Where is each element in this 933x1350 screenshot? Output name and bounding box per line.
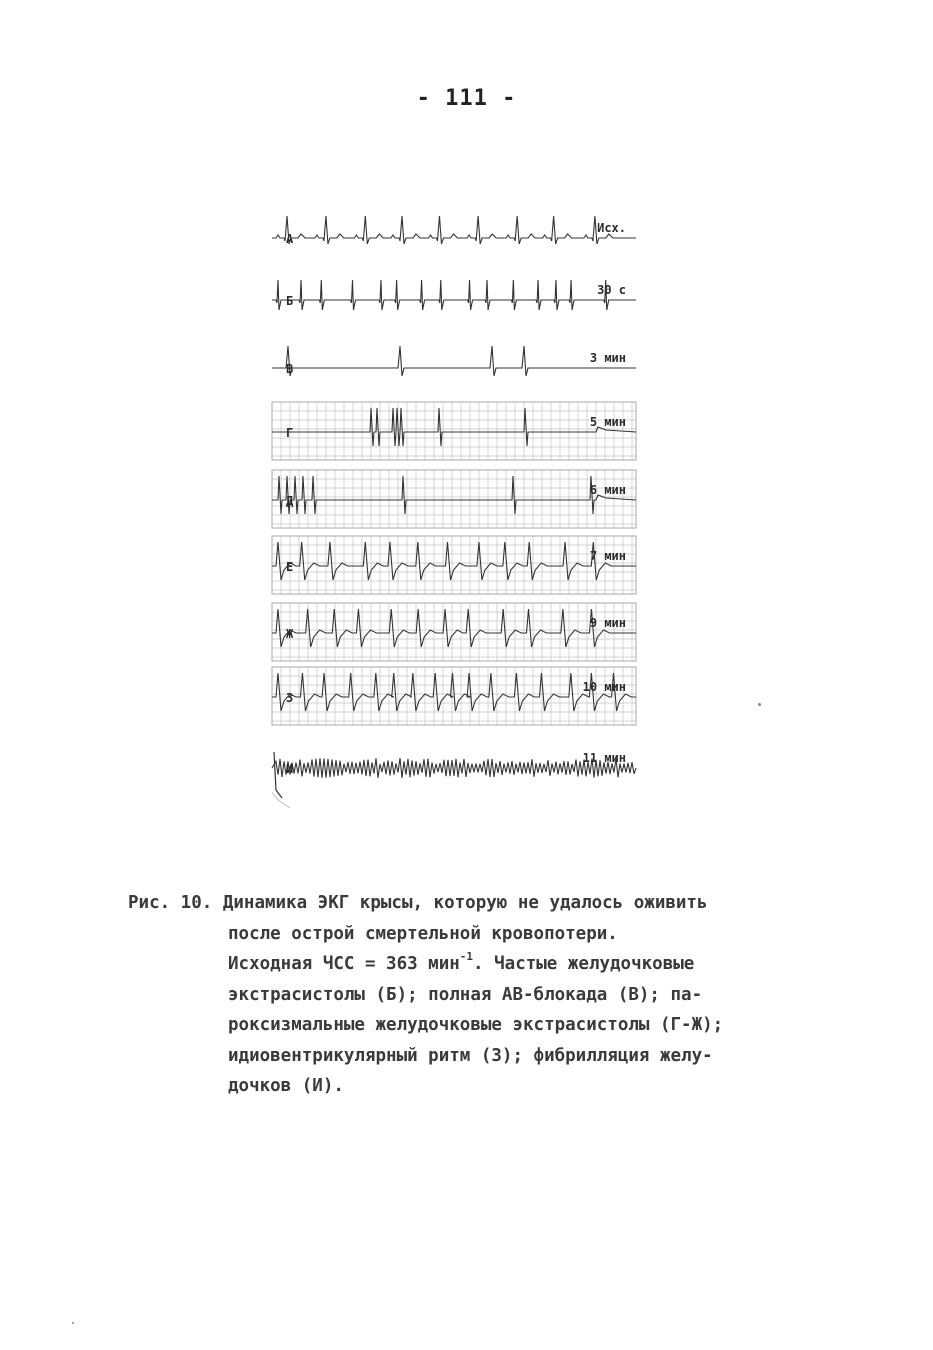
caption-line-4: экстрасистолы (Б); полная АВ-блокада (В); па- — [228, 984, 703, 1005]
strip-time-label: 11 мин — [582, 751, 626, 765]
scan-speck — [758, 703, 761, 706]
grid-paper — [272, 470, 636, 528]
ecg-strip-9 — [272, 751, 636, 798]
ecg-strip-5 — [272, 470, 636, 528]
ecg-strip-1 — [272, 216, 636, 246]
strip-time-label: 3 мин — [589, 351, 626, 365]
grid-paper — [272, 603, 636, 661]
ecg-trace — [272, 476, 636, 514]
strip-letter: З — [286, 691, 294, 705]
figure-caption — [128, 888, 808, 1102]
strip-time-label: 7 мин — [589, 549, 626, 563]
caption-line-3-rest: . Частые желудочковые — [473, 954, 695, 974]
page-number: - 111 - — [416, 86, 517, 111]
ecg-trace — [272, 609, 636, 647]
ecg-trace — [272, 408, 636, 446]
ecg-trace — [272, 346, 636, 376]
strip-letter: Б — [286, 294, 294, 308]
strip-letter: В — [286, 362, 294, 376]
strip-time-label: 30 с — [597, 283, 626, 297]
grid-paper — [272, 402, 636, 460]
strip-letter: Ж — [286, 627, 294, 641]
ecg-strip-7 — [272, 603, 636, 661]
caption-first-line: Динамика ЭКГ крысы, которую не удалось оживить — [222, 893, 708, 913]
caption-hr-text: Исходная ЧСС = 363 мин — [228, 954, 460, 974]
ecg-trace — [272, 542, 636, 580]
ecg-trace — [272, 216, 636, 244]
strip-time-label: 10 мин — [582, 680, 626, 694]
strip-letter: И — [286, 762, 294, 776]
caption-line-3 — [128, 949, 808, 980]
strip-time-label: 9 мин — [589, 616, 626, 630]
strip-letter: Г — [286, 426, 294, 440]
ecg-trace — [272, 280, 636, 310]
strip-letter: Е — [286, 560, 294, 574]
ecg-strip-6 — [272, 536, 636, 594]
caption-line-2: после острой смертельной кровопотери. — [228, 923, 618, 944]
scan-speck — [72, 1322, 74, 1324]
ecg-strip-3 — [272, 346, 636, 376]
ecg-strip-8 — [272, 667, 636, 725]
caption-line-6: идиовентрикулярный ритм (З); фибрилляция желу- — [228, 1045, 713, 1066]
caption-line-7: дочков (И). — [228, 1076, 344, 1096]
ecg-strip-4 — [272, 402, 636, 460]
ecg-strip-2 — [272, 280, 636, 310]
strip-time-label: 6 мин — [589, 483, 626, 497]
caption-exponent: -1 — [459, 950, 474, 963]
strip-time-label: Исх. — [597, 221, 626, 235]
scan-smudge — [272, 792, 290, 808]
ecg-trace — [272, 673, 636, 711]
strip-letter: А — [286, 232, 294, 246]
caption-label: Рис. 10. — [128, 893, 213, 913]
ecg-trace — [272, 758, 636, 778]
strip-time-label: 5 мин — [589, 415, 626, 429]
caption-line-5: роксизмальные желудочковые экстрасистолы (Г-Ж); — [228, 1015, 724, 1035]
caption-line-1 — [128, 888, 808, 919]
strip-letter: Д — [286, 494, 294, 508]
